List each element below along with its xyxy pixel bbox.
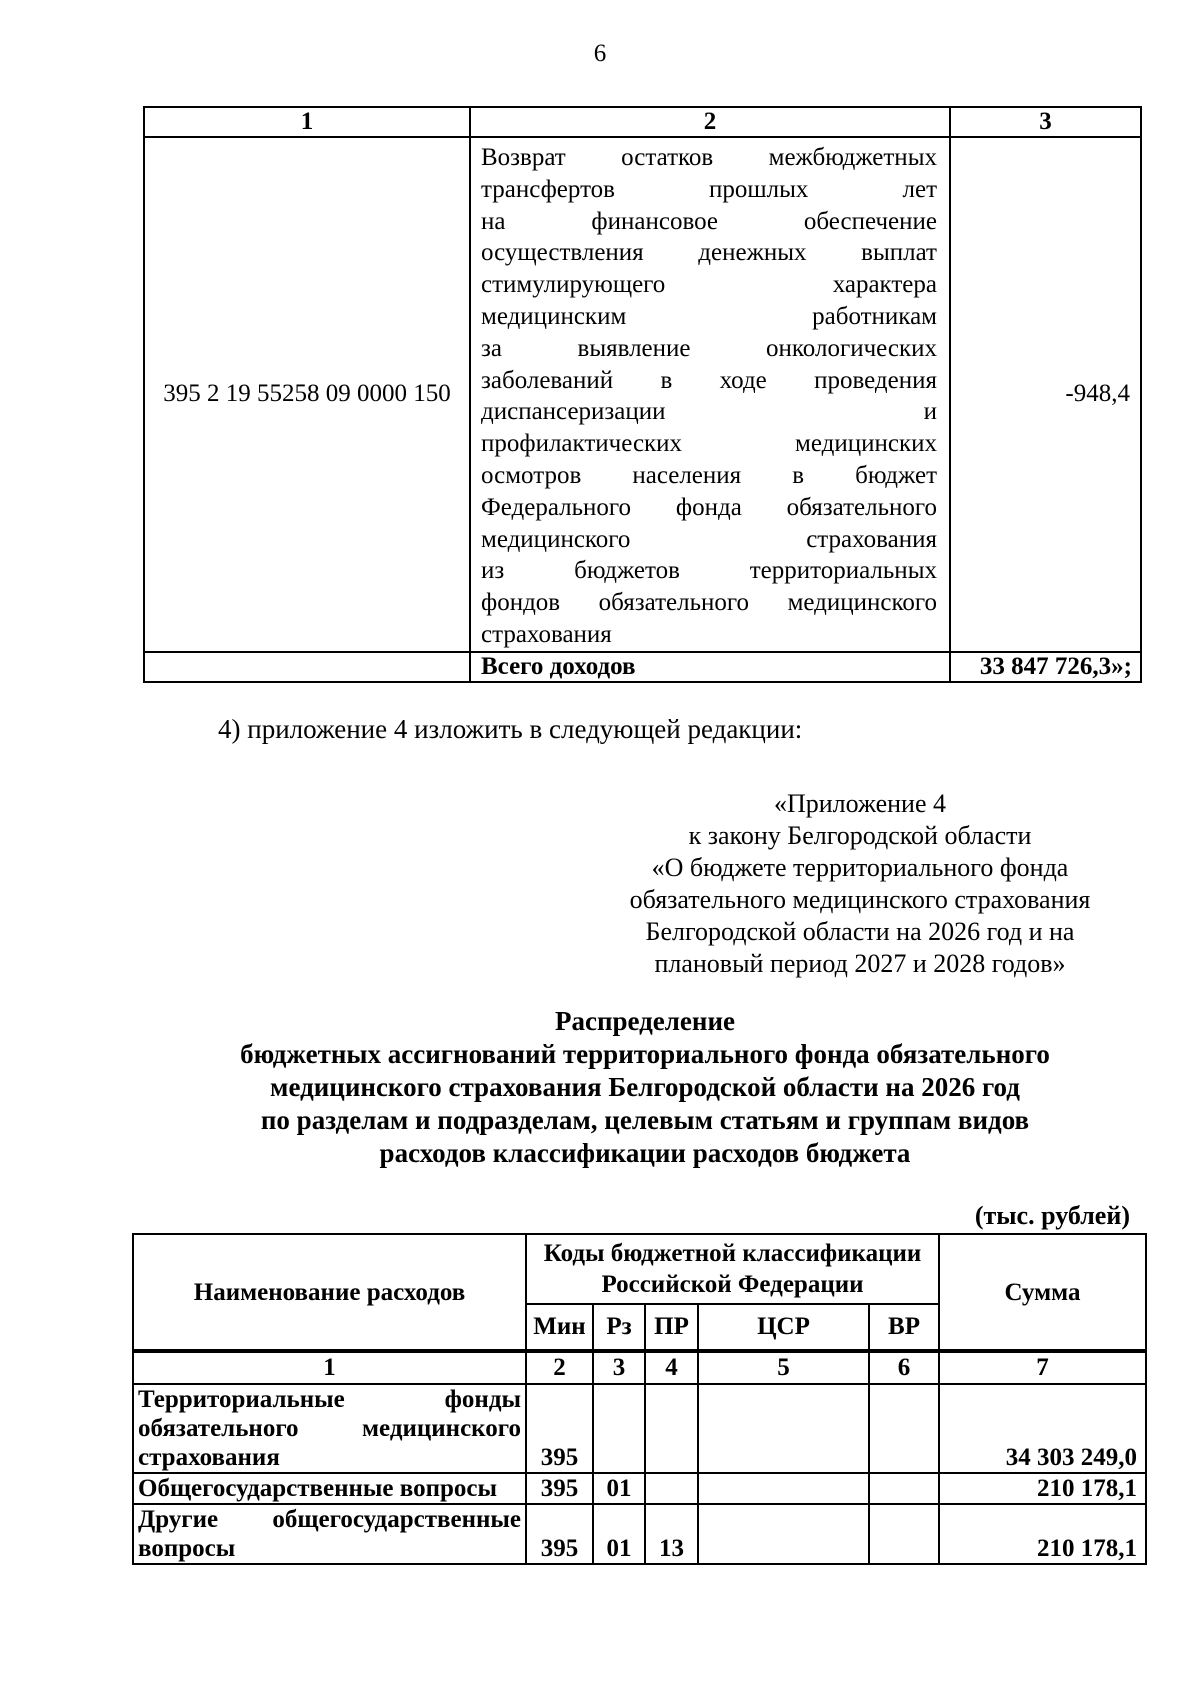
appendix-line: плановый период 2027 и 2028 годов» (654, 949, 1066, 978)
table-row (144, 137, 1141, 652)
table-row (133, 1473, 1146, 1504)
csr-code (698, 1473, 869, 1504)
vr-code (869, 1504, 939, 1564)
column-number: 2 (526, 1351, 593, 1384)
total-row (144, 652, 1141, 682)
description-line: страхования (481, 620, 612, 648)
description-line: медицинского страхования (481, 525, 937, 553)
description-line: Федерального фонда обязательного (481, 493, 937, 521)
amendment-paragraph: 4) приложение 4 изложить в следующей редакции: (218, 714, 803, 744)
min-code: 395 (526, 1473, 593, 1504)
description-line: Возврат остатков межбюджетных (481, 144, 937, 171)
name-line: обязательного медицинского (138, 1415, 521, 1442)
header-rz: Рз (593, 1304, 645, 1351)
pr-code: 13 (645, 1504, 698, 1564)
description-line: диспансеризации и (481, 398, 937, 426)
expense-amount: 210 178,1 (939, 1473, 1146, 1504)
rz-code: 01 (593, 1504, 645, 1564)
rz-code: 01 (593, 1473, 645, 1504)
column-number: 1 (133, 1351, 526, 1384)
title-line: медицинского страхования Белгородской области на 2026 год (270, 1072, 1020, 1102)
name-line: Другие общегосударственные (138, 1506, 521, 1533)
description-line: стимулирующего характера (481, 271, 937, 299)
description-line: трансфертов прошлых лет (481, 175, 937, 203)
column-number: 2 (470, 107, 950, 137)
column-number: 1 (144, 107, 470, 137)
appendix-line: «О бюджете территориального фонда (651, 853, 1069, 882)
title-line: Распределение (554, 1006, 736, 1036)
title-line: бюджетных ассигнований территориального фонда обязательного (240, 1039, 1050, 1069)
name-line: вопросы (138, 1535, 236, 1562)
table-row (133, 1504, 1146, 1564)
empty-cell (144, 652, 470, 682)
table-row (133, 1384, 1146, 1473)
column-number: 7 (939, 1351, 1146, 1384)
budget-code: 395 2 19 55258 09 0000 150 (144, 137, 470, 652)
expense-name (133, 1473, 526, 1504)
column-number: 5 (698, 1351, 869, 1384)
units-label: (тыс. рублей) (974, 1201, 1130, 1230)
total-label: Всего доходов (470, 652, 950, 682)
pr-code (645, 1384, 698, 1473)
income-table (143, 106, 1142, 683)
document-title (150, 1005, 1140, 1170)
description-line: фондов обязательного медицинского (481, 589, 937, 617)
header-min: Мин (526, 1304, 593, 1351)
column-numbers-row (133, 1351, 1146, 1384)
header-csr: ЦСР (698, 1304, 869, 1351)
column-number: 4 (645, 1351, 698, 1384)
total-amount: 33 847 726,3»; (950, 652, 1141, 682)
rz-code (593, 1384, 645, 1473)
expense-amount: 34 303 249,0 (939, 1384, 1146, 1473)
description-line: профилактических медицинских (481, 430, 937, 458)
expense-name (133, 1504, 526, 1564)
name-line: Общегосударственные вопросы (138, 1475, 498, 1502)
description-line: медицинским работникам (481, 302, 937, 330)
appendix-line: Белгородской области на 2026 год и на (645, 917, 1075, 946)
header-codes: Коды бюджетной классификации Российской Федерации (526, 1234, 939, 1304)
appendix-line: «Приложение 4 (773, 789, 947, 818)
pr-code (645, 1473, 698, 1504)
description-line: из бюджетов территориальных (481, 557, 937, 585)
description-line: на финансовое обеспечение (481, 207, 937, 235)
header-sum: Сумма (939, 1234, 1146, 1351)
csr-code (698, 1504, 869, 1564)
expense-amount: 210 178,1 (939, 1504, 1146, 1564)
description-line: осмотров населения в бюджет (481, 461, 937, 489)
description-line: заболеваний в ходе проведения (481, 366, 937, 394)
min-code: 395 (526, 1384, 593, 1473)
header-name: Наименование расходов (133, 1234, 526, 1351)
appendix-line: обязательного медицинского страхования (629, 885, 1091, 914)
appendix-heading (580, 788, 1140, 980)
header-vr: ВР (869, 1304, 939, 1351)
page-number: 6 (593, 40, 607, 67)
min-code: 395 (526, 1504, 593, 1564)
description-line: осуществления денежных выплат (481, 239, 937, 267)
income-description (470, 137, 950, 652)
title-line: расходов классификации расходов бюджета (379, 1138, 911, 1168)
income-amount: -948,4 (950, 137, 1141, 652)
csr-code (698, 1384, 869, 1473)
appendix-line: к закону Белгородской области (688, 821, 1032, 850)
expenditure-table (132, 1233, 1147, 1565)
column-number: 3 (593, 1351, 645, 1384)
description-line: за выявление онкологических (481, 334, 937, 362)
title-line: по разделам и подразделам, целевым статьям и группам видов (260, 1105, 1030, 1135)
expense-name (133, 1384, 526, 1473)
vr-code (869, 1384, 939, 1473)
name-line: страхования (138, 1444, 280, 1471)
table-header-row (133, 1234, 1146, 1304)
column-number: 3 (950, 107, 1141, 137)
header-pr: ПР (645, 1304, 698, 1351)
vr-code (869, 1473, 939, 1504)
column-number: 6 (869, 1351, 939, 1384)
table-header-row (144, 107, 1141, 137)
name-line: Территориальные фонды (138, 1386, 521, 1413)
